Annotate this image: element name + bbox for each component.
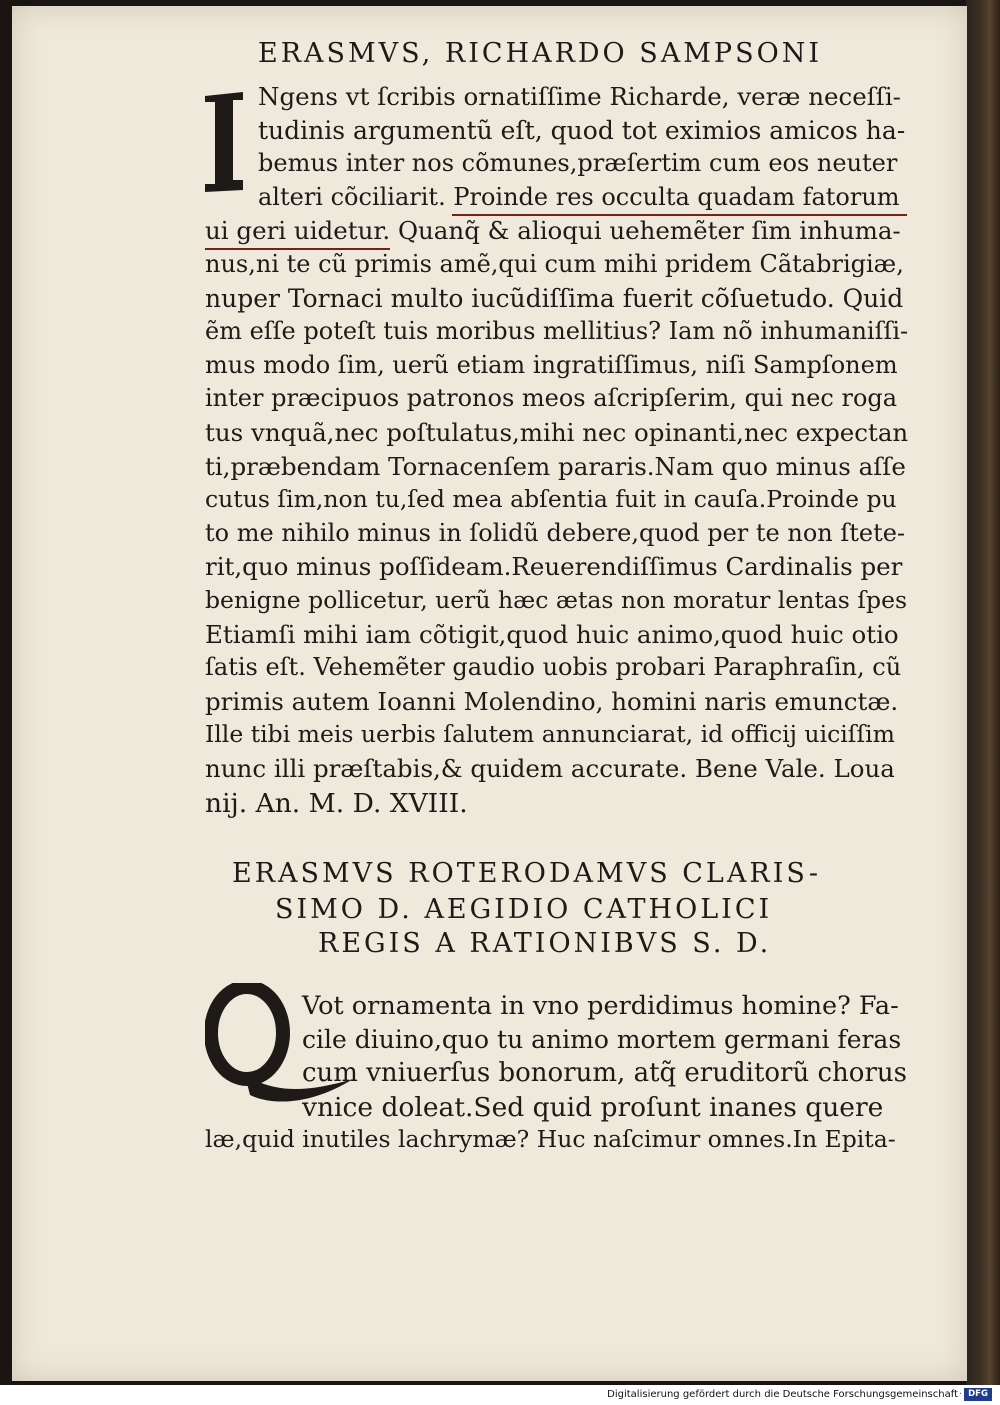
letter1-line: nij. An. M. D. XVIII. xyxy=(205,787,468,819)
letter1-line: rit,quo minus poſſideam.Reuerendiſſimus Cardinalis per xyxy=(205,552,903,582)
dfg-logo: DFG xyxy=(964,1388,992,1401)
letter2-line: cile diuino,quo tu animo mortem germani feras xyxy=(302,1024,902,1054)
letter1-line: nuper Tornaci multo iucũdiſſima fuerit cõſuetudo. Quid xyxy=(205,283,904,313)
letter2-heading-line-2: SIMO D. AEGIDIO CATHOLICI xyxy=(275,894,773,925)
letter1-line: alteri cõciliarit. Proinde res occulta quadam fatorum xyxy=(258,182,900,211)
letter1-line: ẽm eſſe poteſt tuis moribus mellitius? Iam nõ inhumaniſſi- xyxy=(205,317,909,346)
initial-I-drop-cap xyxy=(203,88,245,194)
letter1-line: Etiamſi mihi iam cõtigit,quod huic animo,quod huic otio xyxy=(205,619,899,649)
letter1-line: ſatis eſt. Vehemẽter gaudio uobis probari Paraphraſin, cũ xyxy=(205,653,902,682)
red-underline-2 xyxy=(205,248,390,250)
letter2-line: læ,quid inutiles lachrymæ? Huc naſcimur omnes.In Epita- xyxy=(205,1125,896,1154)
footer-separator: · xyxy=(958,1389,962,1400)
letter2-line: cum vniuerſus bonorum, atq̃ eruditorũ chorus xyxy=(302,1058,907,1089)
letter1-line: bemus inter nos cõmunes,præſertim cum eos neuter xyxy=(258,149,898,178)
letter1-line: mus modo ſim, uerũ etiam ingratiſſimus, niſi Sampſonem xyxy=(205,350,898,379)
letter2-line: Vot ornamenta in vno perdidimus homine? Fa- xyxy=(302,991,899,1021)
letter1-line: benigne pollicetur, uerũ hæc ætas non moratur lentas ſpes xyxy=(205,586,908,614)
letter1-heading: ERASMVS, RICHARDO SAMPSONI xyxy=(258,38,822,69)
letter1-line: nus,ni te cũ primis amẽ,qui cum mihi pridem Cãtabrigiæ, xyxy=(205,250,904,278)
letter2-heading-line-1: ERASMVS ROTERODAMVS CLARIS- xyxy=(232,858,821,889)
letter2-heading-line-3: REGIS A RATIONIBVS S. D. xyxy=(318,928,772,959)
letter1-line: to me nihilo minus in ſolidũ debere,quod per te non ſtete- xyxy=(205,518,906,547)
letter1-line: inter præcipuos patronos meos aſcripſerim, qui nec roga xyxy=(205,384,898,413)
letter1-line: ui geri uidetur. Quanq̃ & alioqui uehemẽter ſim inhuma- xyxy=(205,216,901,246)
book-edge xyxy=(966,0,1000,1385)
letter2-line: vnice doleat.Sed quid proſunt inanes quere xyxy=(302,1091,884,1123)
letter1-line: nunc illi præſtabis,& quidem accurate. Bene Vale. Loua xyxy=(205,754,895,783)
letter1-line: cutus ſim,non tu,ſed mea abſentia fuit in cauſa.Proinde pu xyxy=(205,485,897,514)
letter1-line: tudinis argumentũ eſt, quod tot eximios amicos ha- xyxy=(258,115,906,145)
footer-credit: Digitalisierung gefördert durch die Deutsche Forschungsgemeinschaft xyxy=(607,1389,958,1400)
letter1-line: tus vnquã,nec poſtulatus,mihi nec opinanti,nec expectan xyxy=(205,418,909,447)
letter1-line: ti,præbendam Tornacenſem pararis.Nam quo minus aſſe xyxy=(205,451,906,481)
letter1-line: Ille tibi meis uerbis ſalutem annunciarat, id officij uiciſſim xyxy=(205,720,895,749)
letter1-line: primis autem Ioanni Molendino, homini naris emunctæ. xyxy=(205,686,899,716)
red-underline-1 xyxy=(452,214,907,216)
letter1-line: Ngens vt ſcribis ornatiſſime Richarde, veræ neceſſi- xyxy=(258,82,901,111)
